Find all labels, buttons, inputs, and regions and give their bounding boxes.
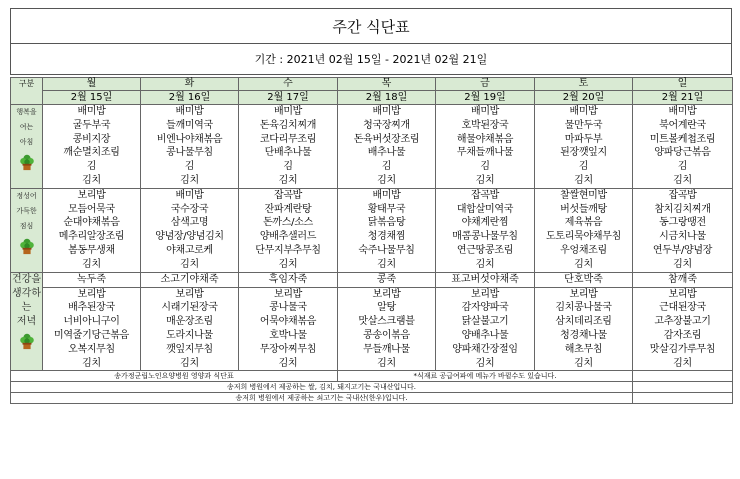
menu-item: 보리밥 <box>668 288 697 300</box>
footer-blank <box>633 382 733 393</box>
menu-item: 김치 <box>278 258 298 270</box>
menu-item: 김 <box>184 161 195 173</box>
menu-item: 깻잎지무침 <box>166 343 213 355</box>
menu-cell <box>633 188 733 272</box>
menu-cell <box>633 287 733 371</box>
menu-item: 양배추나물 <box>461 329 509 341</box>
menu-item: 청경채나물 <box>560 329 607 341</box>
menu-sheet <box>10 8 732 404</box>
menu-item: 국수장국 <box>170 203 209 215</box>
day-header: 월 <box>43 78 141 91</box>
menu-item: 잡곡밥 <box>273 189 303 201</box>
menu-item: 콩비지장 <box>72 133 111 145</box>
menu-item: 비엔나야채볶음 <box>156 133 223 145</box>
porridge-item: 흑임자죽 <box>239 272 338 287</box>
menu-item: 보리밥 <box>77 288 106 300</box>
menu-item: 콩나물국 <box>269 302 307 314</box>
menu-item: 숙주나물무침 <box>358 244 415 256</box>
menu-cell <box>436 188 535 272</box>
menu-item: 보리밥 <box>273 288 303 300</box>
page-title: 주간 식단표 <box>10 8 732 43</box>
menu-item: 고추장불고기 <box>654 316 711 328</box>
date-header: 2월 16일 <box>141 91 239 105</box>
meal-row <box>11 272 733 287</box>
menu-cell <box>239 105 338 189</box>
day-header: 목 <box>338 78 436 91</box>
menu-item: 무들깨나물 <box>363 343 410 355</box>
menu-item: 배미밥 <box>273 106 303 117</box>
menu-item: 보리밥 <box>470 288 500 300</box>
menu-item: 미역줄기당근볶음 <box>54 329 129 341</box>
menu-item: 무장아찌무침 <box>259 343 317 355</box>
menu-item: 닭볶음탕 <box>367 217 406 229</box>
footer-blank <box>633 393 733 404</box>
menu-item: 호박된장국 <box>461 119 509 131</box>
menu-item: 코다리무조림 <box>259 133 317 145</box>
menu-item: 굴두부국 <box>72 119 111 131</box>
footer-row <box>11 371 733 382</box>
menu-item: 매콤콩나물무침 <box>452 231 518 243</box>
menu-item: 감자양파국 <box>461 302 509 314</box>
menu-item: 김치 <box>278 357 298 369</box>
menu-item: 단무지부추무침 <box>255 244 321 256</box>
menu-item: 김치 <box>180 174 199 186</box>
meal-label-line: 여는 <box>19 123 34 131</box>
menu-cell <box>141 105 239 189</box>
category-header: 구분 <box>11 78 43 105</box>
meal-row <box>11 105 733 189</box>
menu-item: 김치 <box>180 357 199 369</box>
day-header: 토 <box>535 78 633 91</box>
menu-item: 보리밥 <box>175 288 204 300</box>
menu-item: 무채들깨나물 <box>456 147 514 159</box>
menu-item: 배미밥 <box>175 189 204 201</box>
menu-cell <box>535 188 633 272</box>
menu-item: 김치 <box>475 174 495 186</box>
meal-row <box>11 287 733 371</box>
menu-item: 배추나물 <box>367 147 406 159</box>
menu-item: 참치김치찌개 <box>654 203 711 215</box>
menu-item: 잡곡밥 <box>668 189 697 201</box>
menu-item: 배추된장국 <box>68 302 115 314</box>
menu-item: 김치콩나물국 <box>555 302 612 314</box>
menu-item: 순대야채볶음 <box>63 217 120 229</box>
menu-item: 콩송이볶음 <box>363 329 410 341</box>
porridge-item: 참깨죽 <box>633 272 733 287</box>
menu-item: 김치 <box>180 258 199 270</box>
menu-item: 마파두부 <box>564 133 603 145</box>
menu-item: 보리밥 <box>372 288 401 300</box>
menu-item: 김치 <box>377 258 396 270</box>
menu-item: 도라지나물 <box>166 329 213 341</box>
menu-item: 북어계란국 <box>659 119 706 131</box>
menu-item: 돈육김치찌개 <box>259 119 317 131</box>
menu-item: 삼치데리조림 <box>555 316 612 328</box>
menu-item: 김치 <box>673 357 692 369</box>
menu-cell <box>43 105 141 189</box>
menu-item: 어묵야채볶음 <box>259 316 317 328</box>
menu-cell <box>239 188 338 272</box>
meal-label-line: 아침 <box>19 138 34 146</box>
menu-item: 김치 <box>574 174 593 186</box>
footer-row <box>11 393 733 404</box>
porridge-item: 녹두죽 <box>43 272 141 287</box>
menu-cell <box>535 105 633 189</box>
porridge-item: 단호박죽 <box>535 272 633 287</box>
meal-label-line: 생각하는 <box>12 287 41 313</box>
menu-cell <box>535 287 633 371</box>
menu-item: 연두부/양념장 <box>652 244 713 256</box>
menu-item: 물만두국 <box>564 119 603 131</box>
meal-label-line: 정성어 <box>16 191 37 200</box>
menu-item: 도토리묵야채무침 <box>546 231 621 243</box>
menu-item: 미트볼케첩조림 <box>649 133 716 145</box>
menu-item: 버섯들깨탕 <box>560 203 607 215</box>
menu-item: 대합살미역국 <box>456 203 514 215</box>
menu-item: 돈까스/소스 <box>263 217 313 229</box>
menu-item: 너비아니구이 <box>63 316 120 328</box>
menu-cell <box>141 287 239 371</box>
date-header: 2월 20일 <box>535 91 633 105</box>
menu-item: 된장깻잎지 <box>560 147 607 159</box>
menu-cell <box>338 287 436 371</box>
menu-item: 배미밥 <box>175 106 204 117</box>
menu-item: 김치 <box>377 357 396 369</box>
menu-item: 배미밥 <box>569 106 598 117</box>
menu-item: 배미밥 <box>372 106 401 117</box>
menu-item: 양배추샐러드 <box>259 231 317 243</box>
menu-item: 해물야채볶음 <box>456 133 514 145</box>
meal-label-line: 건강을 <box>12 273 41 285</box>
menu-item: 김 <box>283 161 293 173</box>
potted-plant-icon <box>18 153 36 171</box>
menu-item: 김치 <box>82 258 101 270</box>
porridge-item: 소고기야채죽 <box>141 272 239 287</box>
menu-item: 근대된장국 <box>659 302 706 314</box>
footer-origin-2: 송저희 병원에서 제공하는 쇠고기는 국내산(한우)입니다. <box>11 393 633 404</box>
menu-item: 우엉채조림 <box>560 244 607 256</box>
menu-cell <box>436 105 535 189</box>
menu-item: 김 <box>480 161 490 173</box>
menu-item: 보리밥 <box>77 189 106 201</box>
meal-label-line: 저녁 <box>16 315 37 327</box>
day-header: 화 <box>141 78 239 91</box>
menu-item: 찰쌀현미밥 <box>560 189 607 201</box>
menu-item: 잡곡밥 <box>470 189 500 201</box>
date-header: 2월 18일 <box>338 91 436 105</box>
menu-item: 김 <box>677 161 688 173</box>
menu-cell <box>633 105 733 189</box>
menu-item: 매운장조림 <box>166 316 213 328</box>
menu-item: 메추리알장조림 <box>58 231 125 243</box>
footer-notice: *식재료 공급여파에 메뉴가 바뀔수도 있습니다. <box>338 371 633 382</box>
menu-item: 황태무국 <box>367 203 406 215</box>
date-header: 2월 15일 <box>43 91 141 105</box>
menu-item: 모듬어묵국 <box>68 203 115 215</box>
menu-item: 제육볶음 <box>564 217 603 229</box>
menu-item: 김 <box>86 161 97 173</box>
menu-item: 맛살스크램블 <box>358 316 415 328</box>
day-header: 금 <box>436 78 535 91</box>
menu-item: 시래기된장국 <box>161 302 218 314</box>
menu-item: 시금치나물 <box>659 231 706 243</box>
menu-item: 김 <box>381 161 392 173</box>
menu-cell <box>338 188 436 272</box>
menu-item: 배미밥 <box>470 106 500 117</box>
potted-plant-icon <box>18 237 36 255</box>
footer-origin-1: 송저희 병원에서 제공하는 쌀, 김치, 돼지고기는 국내산입니다. <box>11 382 633 393</box>
meal-label-line: 가득한 <box>16 206 37 215</box>
menu-item: 해초무침 <box>564 343 603 355</box>
menu-item: 맛살김가루무침 <box>649 343 716 355</box>
meal-label <box>11 272 43 371</box>
menu-item: 삼색고명 <box>170 217 209 229</box>
menu-item: 김치 <box>673 258 692 270</box>
menu-item: 배미밥 <box>372 189 401 201</box>
day-header-row <box>11 78 733 91</box>
menu-cell <box>43 188 141 272</box>
porridge-item: 콩죽 <box>338 272 436 287</box>
menu-item: 양파채간장절임 <box>452 343 518 355</box>
menu-item: 김치 <box>574 357 593 369</box>
menu-item: 김치 <box>82 174 101 186</box>
meal-label-line: 행복을 <box>16 108 37 116</box>
menu-cell <box>239 287 338 371</box>
porridge-item: 표고버섯야채죽 <box>436 272 535 287</box>
menu-item: 양념장/양념김치 <box>155 231 224 243</box>
menu-item: 들깨미역국 <box>166 119 213 131</box>
meal-label <box>11 188 43 272</box>
menu-cell <box>338 105 436 189</box>
menu-item: 잔파계란탕 <box>264 203 312 215</box>
potted-plant-icon <box>18 332 36 350</box>
menu-item: 알탕 <box>377 302 396 314</box>
menu-item: 콩나물무침 <box>166 147 213 159</box>
menu-item: 동그랑땡전 <box>659 217 706 229</box>
menu-item: 김치 <box>278 174 298 186</box>
menu-item: 김치 <box>574 258 593 270</box>
meal-label-line: 점심 <box>19 221 34 230</box>
menu-item: 야채계란찜 <box>461 217 509 229</box>
menu-item: 배미밥 <box>668 106 697 117</box>
menu-item: 깨순멸치조림 <box>63 147 120 159</box>
menu-item: 돈육버섯장조림 <box>353 133 420 145</box>
menu-item: 오복지무침 <box>68 343 115 355</box>
menu-cell <box>436 287 535 371</box>
menu-item: 배미밥 <box>77 106 106 117</box>
menu-item: 닭살불고기 <box>461 316 509 328</box>
menu-item: 호박나물 <box>269 329 307 341</box>
menu-item: 야채고로케 <box>166 244 213 256</box>
date-header: 2월 17일 <box>239 91 338 105</box>
menu-item: 감자조림 <box>663 329 702 341</box>
footer-row <box>11 382 733 393</box>
menu-item: 단배추나물 <box>264 147 312 159</box>
day-header: 일 <box>633 78 733 91</box>
footer-blank <box>633 371 733 382</box>
menu-item: 김 <box>578 161 589 173</box>
day-header: 수 <box>239 78 338 91</box>
menu-item: 김치 <box>673 174 692 186</box>
menu-cell <box>141 188 239 272</box>
meal-row <box>11 188 733 272</box>
date-header: 2월 21일 <box>633 91 733 105</box>
period-range: 기간 : 2021년 02월 15일 - 2021년 02월 21일 <box>10 43 732 75</box>
menu-item: 보리밥 <box>569 288 598 300</box>
weekly-menu-table <box>10 77 733 404</box>
menu-item: 청경채찜 <box>367 231 406 243</box>
date-header: 2월 19일 <box>436 91 535 105</box>
menu-cell <box>43 287 141 371</box>
menu-item: 양파당근볶음 <box>654 147 711 159</box>
menu-item: 봄동무생채 <box>68 244 115 256</box>
menu-item: 김치 <box>82 357 101 369</box>
meal-label <box>11 105 43 189</box>
footer-hospital: 송가정군립노인요양병원 영양과 식단표 <box>11 371 338 382</box>
date-header-row <box>11 91 733 105</box>
menu-item: 김치 <box>475 357 495 369</box>
menu-item: 청국장찌개 <box>363 119 410 131</box>
menu-item: 김치 <box>377 174 396 186</box>
menu-item: 연근땅콩조림 <box>456 244 514 256</box>
menu-item: 김치 <box>475 258 495 270</box>
